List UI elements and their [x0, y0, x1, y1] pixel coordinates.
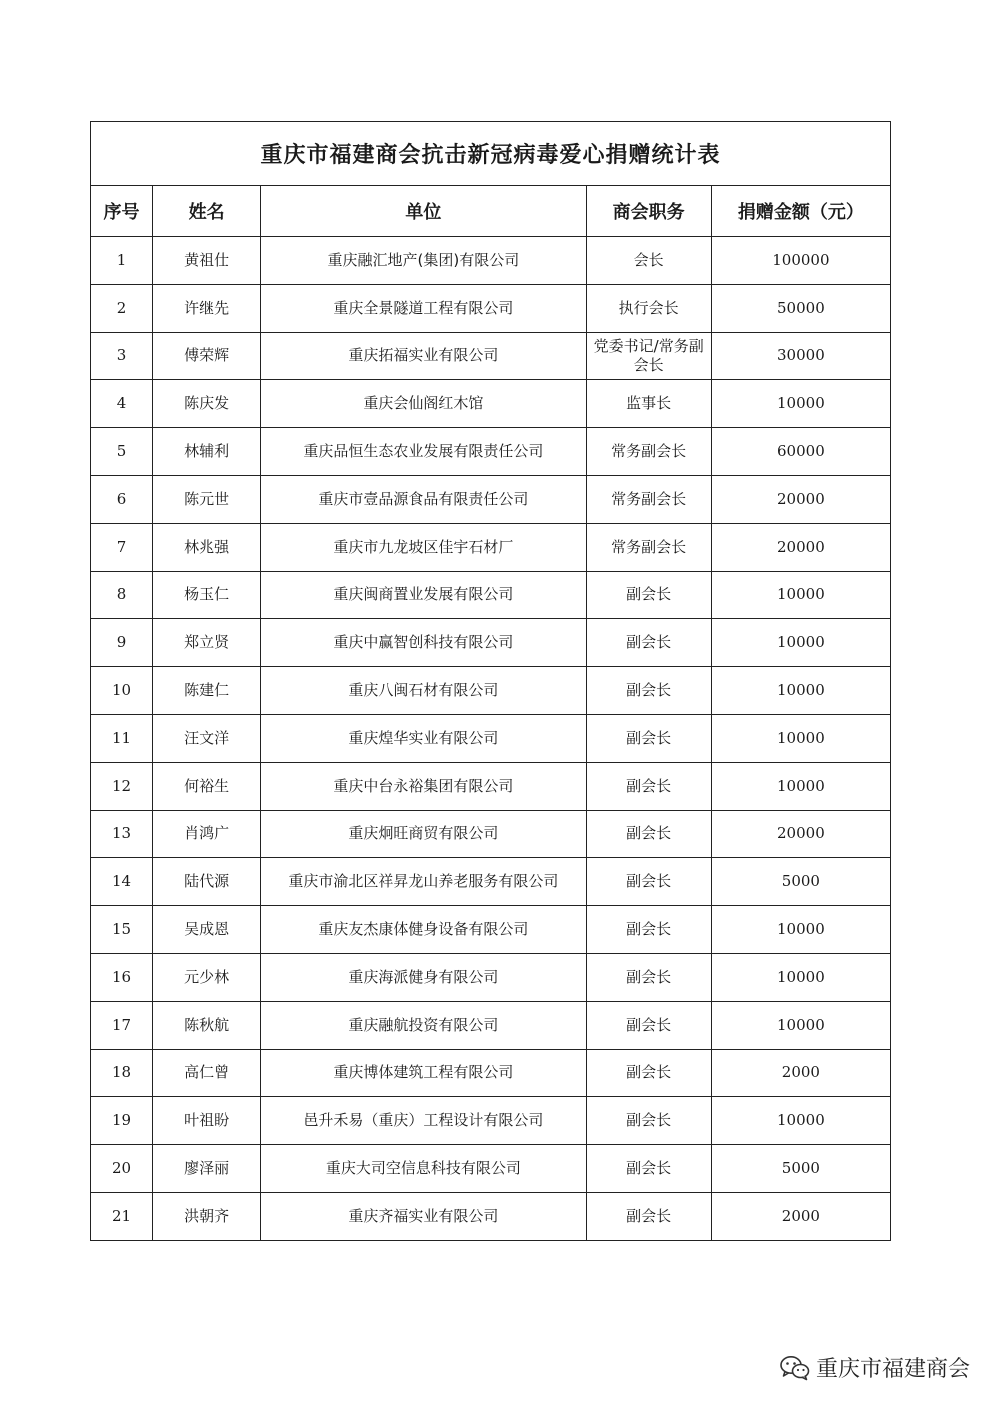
cell-name: 汪文洋: [153, 714, 261, 762]
table-row: [91, 523, 891, 571]
cell-no: 3: [91, 332, 153, 380]
cell-name: 许继先: [153, 284, 261, 332]
cell-no: 17: [91, 1001, 153, 1049]
cell-unit: 重庆品恒生态农业发展有限责任公司: [261, 428, 586, 476]
cell-unit: 重庆会仙阁红木馆: [261, 380, 586, 428]
cell-unit: 重庆市九龙坡区佳宇石材厂: [261, 523, 586, 571]
cell-unit: 重庆闽商置业发展有限公司: [261, 571, 586, 619]
cell-name: 何裕生: [153, 762, 261, 810]
cell-unit: 重庆炯旺商贸有限公司: [261, 810, 586, 858]
cell-unit: 重庆拓福实业有限公司: [261, 332, 586, 380]
cell-role: 会长: [586, 237, 711, 285]
cell-role: 党委书记/常务副会长: [586, 332, 711, 380]
cell-unit: 重庆融汇地产(集团)有限公司: [261, 237, 586, 285]
cell-amount: 50000: [711, 284, 890, 332]
table-row: [91, 953, 891, 1001]
cell-no: 19: [91, 1097, 153, 1145]
cell-name: 洪朝齐: [153, 1192, 261, 1240]
cell-name: 陈秋航: [153, 1001, 261, 1049]
table-row: [91, 571, 891, 619]
column-header-name: 姓名: [153, 186, 261, 237]
cell-amount: 5000: [711, 1145, 890, 1193]
cell-no: 21: [91, 1192, 153, 1240]
cell-amount: 10000: [711, 906, 890, 954]
table-row: [91, 906, 891, 954]
cell-amount: 10000: [711, 953, 890, 1001]
cell-unit: 重庆煌华实业有限公司: [261, 714, 586, 762]
cell-role: 执行会长: [586, 284, 711, 332]
cell-no: 8: [91, 571, 153, 619]
table-row: [91, 380, 891, 428]
table-row: [91, 1145, 891, 1193]
cell-amount: 30000: [711, 332, 890, 380]
cell-no: 4: [91, 380, 153, 428]
cell-unit: 重庆市壹品源食品有限责任公司: [261, 475, 586, 523]
cell-unit: 重庆全景隧道工程有限公司: [261, 284, 586, 332]
cell-role: 副会长: [586, 906, 711, 954]
cell-no: 14: [91, 858, 153, 906]
cell-no: 15: [91, 906, 153, 954]
cell-role: 副会长: [586, 1001, 711, 1049]
cell-role: 副会长: [586, 1192, 711, 1240]
cell-unit: 重庆博体建筑工程有限公司: [261, 1049, 586, 1097]
cell-role: 副会长: [586, 953, 711, 1001]
cell-role: 副会长: [586, 1049, 711, 1097]
cell-unit: 重庆市渝北区祥昇龙山养老服务有限公司: [261, 858, 586, 906]
table-row: [91, 428, 891, 476]
table-row: [91, 237, 891, 285]
cell-unit: 重庆八闽石材有限公司: [261, 667, 586, 715]
cell-no: 18: [91, 1049, 153, 1097]
cell-role: 副会长: [586, 1097, 711, 1145]
cell-amount: 10000: [711, 1001, 890, 1049]
cell-name: 黄祖仕: [153, 237, 261, 285]
cell-role: 常务副会长: [586, 475, 711, 523]
cell-unit: 重庆友杰康体健身设备有限公司: [261, 906, 586, 954]
cell-role: 副会长: [586, 762, 711, 810]
cell-no: 6: [91, 475, 153, 523]
cell-name: 林兆强: [153, 523, 261, 571]
cell-name: 陆代源: [153, 858, 261, 906]
cell-amount: 10000: [711, 1097, 890, 1145]
cell-no: 2: [91, 284, 153, 332]
column-header-no: 序号: [91, 186, 153, 237]
cell-name: 高仁曾: [153, 1049, 261, 1097]
cell-name: 傅荣辉: [153, 332, 261, 380]
donation-table: [90, 121, 891, 1241]
table-row: [91, 1097, 891, 1145]
cell-name: 林辅利: [153, 428, 261, 476]
cell-amount: 2000: [711, 1192, 890, 1240]
cell-no: 20: [91, 1145, 153, 1193]
cell-unit: 重庆中台永裕集团有限公司: [261, 762, 586, 810]
table-body: [91, 237, 891, 1241]
wechat-icon: [780, 1355, 810, 1381]
cell-amount: 10000: [711, 714, 890, 762]
cell-amount: 10000: [711, 380, 890, 428]
cell-unit: 重庆中赢智创科技有限公司: [261, 619, 586, 667]
cell-unit: 重庆融航投资有限公司: [261, 1001, 586, 1049]
cell-unit: 邑升禾易（重庆）工程设计有限公司: [261, 1097, 586, 1145]
cell-amount: 20000: [711, 475, 890, 523]
column-header-amount: 捐赠金额（元）: [711, 186, 890, 237]
cell-role: 副会长: [586, 1145, 711, 1193]
cell-name: 陈建仁: [153, 667, 261, 715]
cell-name: 陈元世: [153, 475, 261, 523]
cell-role: 副会长: [586, 667, 711, 715]
cell-name: 叶祖盼: [153, 1097, 261, 1145]
cell-role: 副会长: [586, 714, 711, 762]
table-row: [91, 714, 891, 762]
cell-amount: 10000: [711, 619, 890, 667]
cell-no: 9: [91, 619, 153, 667]
cell-no: 13: [91, 810, 153, 858]
cell-unit: 重庆齐福实业有限公司: [261, 1192, 586, 1240]
cell-no: 5: [91, 428, 153, 476]
cell-role: 监事长: [586, 380, 711, 428]
table-row: [91, 475, 891, 523]
cell-no: 1: [91, 237, 153, 285]
cell-no: 10: [91, 667, 153, 715]
cell-amount: 5000: [711, 858, 890, 906]
table-row: [91, 762, 891, 810]
cell-role: 副会长: [586, 810, 711, 858]
watermark-text: 重庆市福建商会: [815, 1357, 970, 1382]
cell-amount: 20000: [711, 523, 890, 571]
cell-role: 常务副会长: [586, 523, 711, 571]
watermark: [780, 1352, 970, 1383]
cell-no: 7: [91, 523, 153, 571]
table-row: [91, 667, 891, 715]
cell-unit: 重庆海派健身有限公司: [261, 953, 586, 1001]
table-row: [91, 1192, 891, 1240]
table-row: [91, 1049, 891, 1097]
cell-name: 郑立贤: [153, 619, 261, 667]
cell-role: 副会长: [586, 619, 711, 667]
table-row: [91, 619, 891, 667]
table-row: [91, 332, 891, 380]
cell-amount: 10000: [711, 762, 890, 810]
cell-no: 11: [91, 714, 153, 762]
cell-role: 副会长: [586, 858, 711, 906]
column-header-unit: 单位: [261, 186, 586, 237]
cell-name: 肖鸿广: [153, 810, 261, 858]
table-row: [91, 810, 891, 858]
cell-amount: 10000: [711, 667, 890, 715]
cell-role: 常务副会长: [586, 428, 711, 476]
cell-no: 12: [91, 762, 153, 810]
cell-name: 吴成恩: [153, 906, 261, 954]
cell-amount: 100000: [711, 237, 890, 285]
table-row: [91, 1001, 891, 1049]
cell-amount: 20000: [711, 810, 890, 858]
cell-name: 杨玉仁: [153, 571, 261, 619]
cell-amount: 2000: [711, 1049, 890, 1097]
cell-amount: 10000: [711, 571, 890, 619]
cell-name: 元少林: [153, 953, 261, 1001]
table-row: [91, 284, 891, 332]
table-title: 重庆市福建商会抗击新冠病毒爱心捐赠统计表: [91, 122, 891, 186]
cell-amount: 60000: [711, 428, 890, 476]
cell-name: 陈庆发: [153, 380, 261, 428]
table-row: [91, 858, 891, 906]
column-header-role: 商会职务: [586, 186, 711, 237]
cell-role: 副会长: [586, 571, 711, 619]
table-header-row: [91, 186, 891, 237]
cell-unit: 重庆大司空信息科技有限公司: [261, 1145, 586, 1193]
cell-no: 16: [91, 953, 153, 1001]
cell-name: 廖泽丽: [153, 1145, 261, 1193]
